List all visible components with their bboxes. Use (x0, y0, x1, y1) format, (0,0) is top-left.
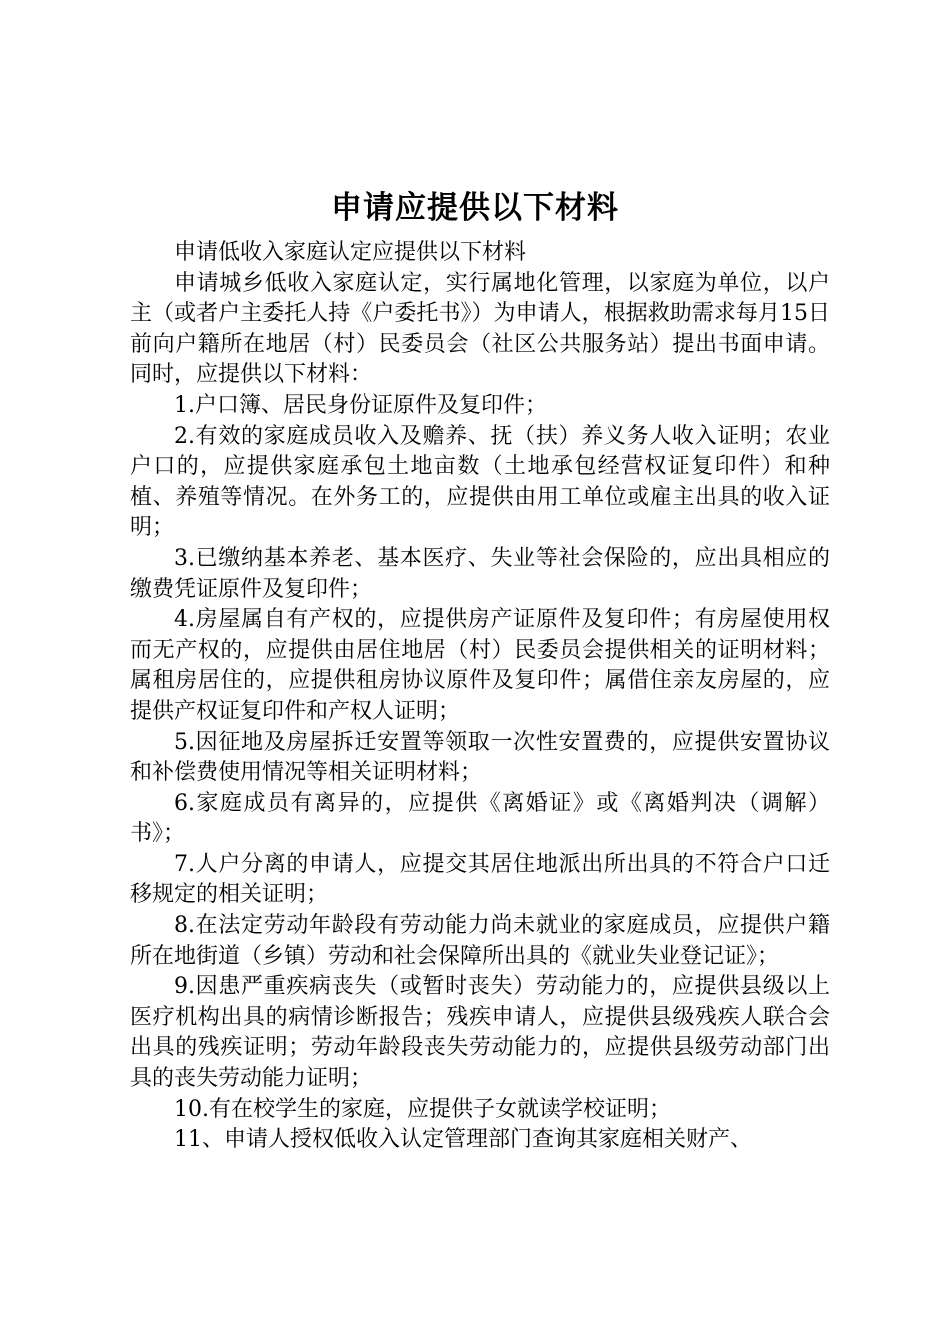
list-item-6: 6.家庭成员有离异的，应提供《离婚证》或《离婚判决（调解）书》； (130, 790, 830, 847)
list-item-2: 2.有效的家庭成员收入及赡养、抚（扶）养义务人收入证明；农业户口的，应提供家庭承包土地亩数（土地承包经营权证复印件）和种植、养殖等情况。在外务工的，应提供由用工单位或雇主出具的收入证明； (130, 423, 830, 541)
list-item-9: 9.因患严重疾病丧失（或暂时丧失）劳动能力的，应提供县级以上医疗机构出具的病情诊断报告；残疾申请人，应提供县级残疾人联合会出具的残疾证明；劳动年龄段丧失劳动能力的，应提供县级劳动部门出具的丧失劳动能力证明； (130, 974, 830, 1092)
list-item-1: 1.户口簿、居民身份证原件及复印件； (174, 392, 547, 418)
list-item-5: 5.因征地及房屋拆迁安置等领取一次性安置费的，应提供安置协议和补偿费使用情况等相关证明材料； (130, 729, 830, 786)
list-item-8: 8.在法定劳动年龄段有劳动能力尚未就业的家庭成员，应提供户籍所在地街道（乡镇）劳动和社会保障所出具的《就业失业登记证》； (130, 913, 830, 969)
paragraph-intro: 申请城乡低收入家庭认定，实行属地化管理，以家庭为单位，以户主（或者户主委托人持《户委托书》）为申请人，根据救助需求每月15日前向户籍所在地居（村）民委员会（社区公共服务站）提出书面申请。同时，应提供以下材料： (130, 270, 830, 388)
document-body (130, 238, 830, 1156)
document-title: 申请应提供以下材料 (331, 190, 619, 226)
list-item-11: 11、申请人授权低收入认定管理部门查询其家庭相关财产、 (174, 1127, 752, 1153)
paragraph-subtitle: 申请低收入家庭认定应提供以下材料 (174, 240, 527, 265)
list-item-4: 4.房屋属自有产权的，应提供房产证原件及复印件；有房屋使用权而无产权的，应提供由居住地居（村）民委员会提供相关的证明材料；属租房居住的，应提供租房协议原件及复印件；属借住亲友房屋的，应提供产权证复印件和产权人证明； (130, 607, 830, 724)
list-item-10: 10.有在校学生的家庭，应提供子女就读学校证明； (174, 1096, 671, 1122)
list-item-7: 7.人户分离的申请人，应提交其居住地派出所出具的不符合户口迁移规定的相关证明； (130, 851, 830, 908)
list-item-3: 3.已缴纳基本养老、基本医疗、失业等社会保险的，应出具相应的缴费凭证原件及复印件； (130, 545, 830, 602)
